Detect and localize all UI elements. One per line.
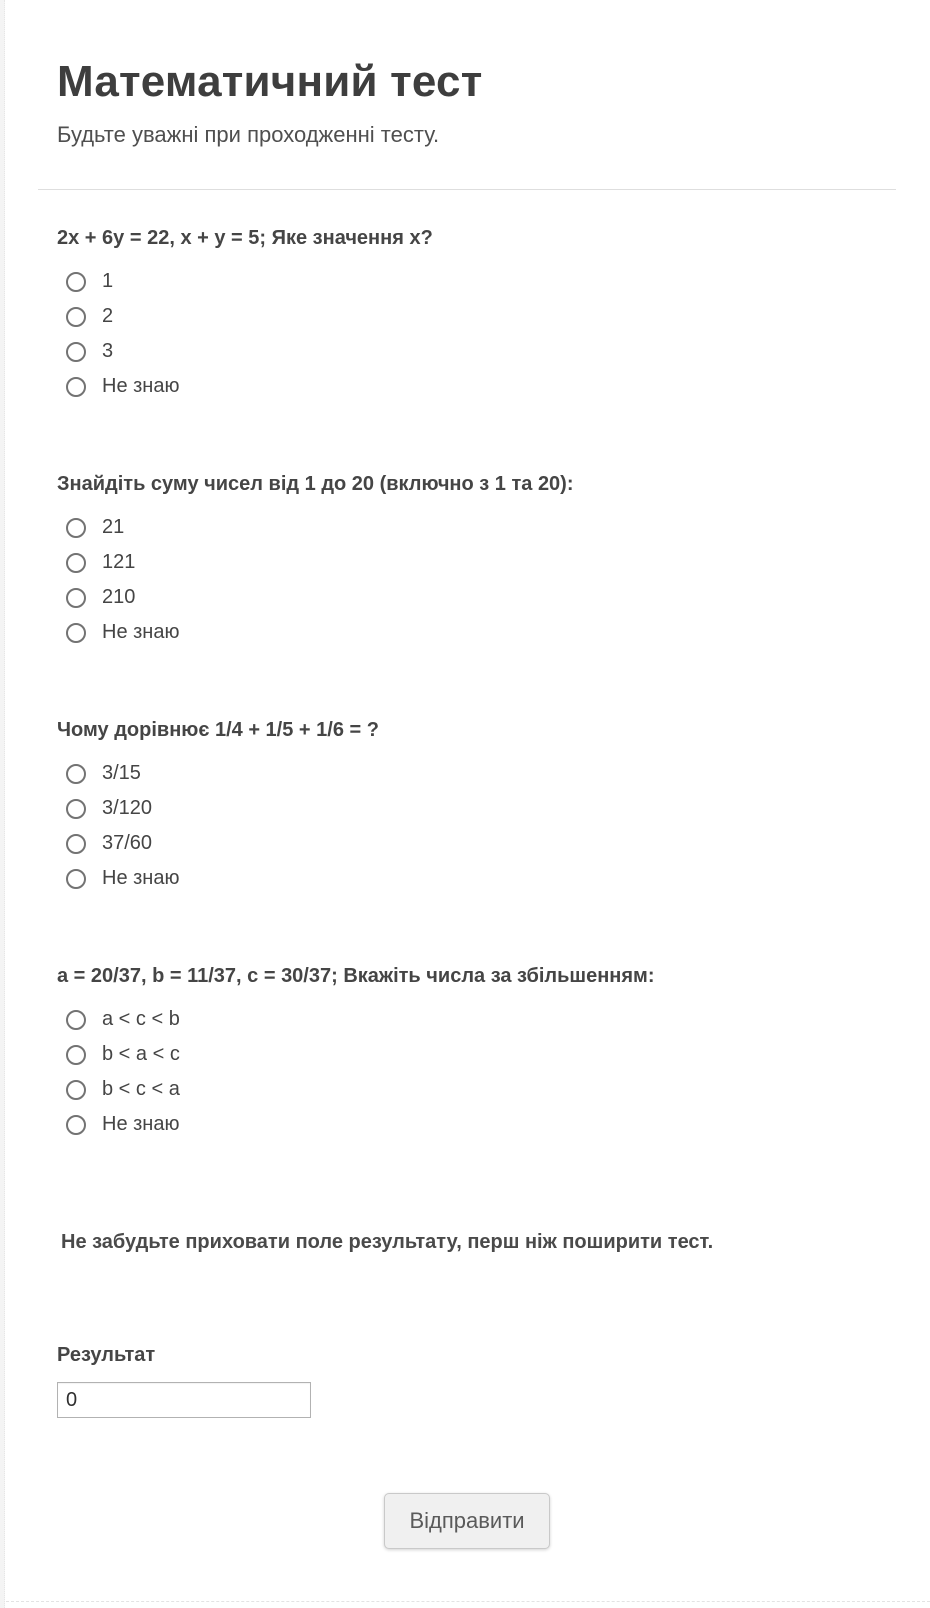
submit-button[interactable]: Відправити (384, 1493, 550, 1549)
option-row[interactable] (66, 299, 113, 334)
share-note: Не забудьте приховати поле результату, перш ніж поширити тест. (61, 1231, 714, 1253)
radio-button[interactable] (66, 272, 86, 292)
question-options (57, 264, 873, 404)
radio-button[interactable] (66, 588, 86, 608)
radio-button[interactable] (66, 1045, 86, 1065)
option-row[interactable] (66, 861, 179, 896)
option-label: 2 (102, 305, 114, 327)
option-row[interactable] (66, 615, 179, 650)
result-input[interactable] (57, 1382, 311, 1418)
question-block (57, 718, 873, 896)
radio-button[interactable] (66, 1115, 86, 1135)
radio-button[interactable] (66, 307, 86, 327)
option-label: 37/60 (102, 832, 153, 854)
option-label: 21 (102, 516, 125, 538)
option-label: 3/15 (102, 762, 141, 784)
option-row[interactable] (66, 756, 141, 791)
radio-button[interactable] (66, 553, 86, 573)
option-label: b < a < c (102, 1043, 180, 1065)
option-label: Не знаю (102, 1113, 180, 1135)
option-row[interactable] (66, 1002, 180, 1037)
option-row[interactable] (66, 369, 179, 404)
option-row[interactable] (66, 510, 124, 545)
option-row[interactable] (66, 334, 113, 369)
form-title: Математичний тест (57, 57, 483, 106)
option-label: 3/120 (102, 797, 153, 819)
question-label: Знайдіть суму чисел від 1 до 20 (включно з 1 та 20): (57, 473, 574, 495)
radio-button[interactable] (66, 869, 86, 889)
result-section (57, 1343, 873, 1418)
option-label: Не знаю (102, 375, 180, 397)
option-row[interactable] (66, 1037, 180, 1072)
submit-row (57, 1493, 873, 1549)
option-row[interactable] (66, 580, 135, 615)
option-row[interactable] (66, 826, 152, 861)
page-left-edge (0, 0, 5, 1608)
question-options (57, 1002, 873, 1142)
header-divider (38, 189, 896, 190)
question-label: 2x + 6y = 22, x + y = 5; Яке значення x? (57, 227, 433, 249)
question-options (57, 510, 873, 650)
option-label: Не знаю (102, 621, 180, 643)
questions-section (57, 226, 873, 1142)
option-row[interactable] (66, 545, 135, 580)
option-row[interactable] (66, 1072, 180, 1107)
question-block (57, 472, 873, 650)
option-label: b < c < a (102, 1078, 180, 1100)
form-subtitle: Будьте уважні при проходженні тесту. (57, 122, 440, 147)
option-label: Не знаю (102, 867, 180, 889)
option-label: 210 (102, 586, 136, 608)
form-card (6, 0, 930, 1602)
form-content (6, 0, 930, 1549)
question-block (57, 226, 873, 404)
question-label: Чому дорівнює 1/4 + 1/5 + 1/6 = ? (57, 719, 379, 741)
radio-button[interactable] (66, 1010, 86, 1030)
question-block (57, 964, 873, 1142)
radio-button[interactable] (66, 764, 86, 784)
radio-button[interactable] (66, 377, 86, 397)
question-label: a = 20/37, b = 11/37, c = 30/37; Вкажіть числа за збільшенням: (57, 965, 655, 987)
radio-button[interactable] (66, 1080, 86, 1100)
radio-button[interactable] (66, 518, 86, 538)
option-label: 121 (102, 551, 136, 573)
option-label: 1 (102, 270, 114, 292)
form-header (57, 0, 873, 150)
radio-button[interactable] (66, 799, 86, 819)
option-row[interactable] (66, 264, 113, 299)
option-row[interactable] (66, 1107, 179, 1142)
radio-button[interactable] (66, 342, 86, 362)
option-row[interactable] (66, 791, 152, 826)
radio-button[interactable] (66, 623, 86, 643)
option-label: a < c < b (102, 1008, 180, 1030)
result-label: Результат (57, 1344, 156, 1366)
option-label: 3 (102, 340, 114, 362)
radio-button[interactable] (66, 834, 86, 854)
question-options (57, 756, 873, 896)
